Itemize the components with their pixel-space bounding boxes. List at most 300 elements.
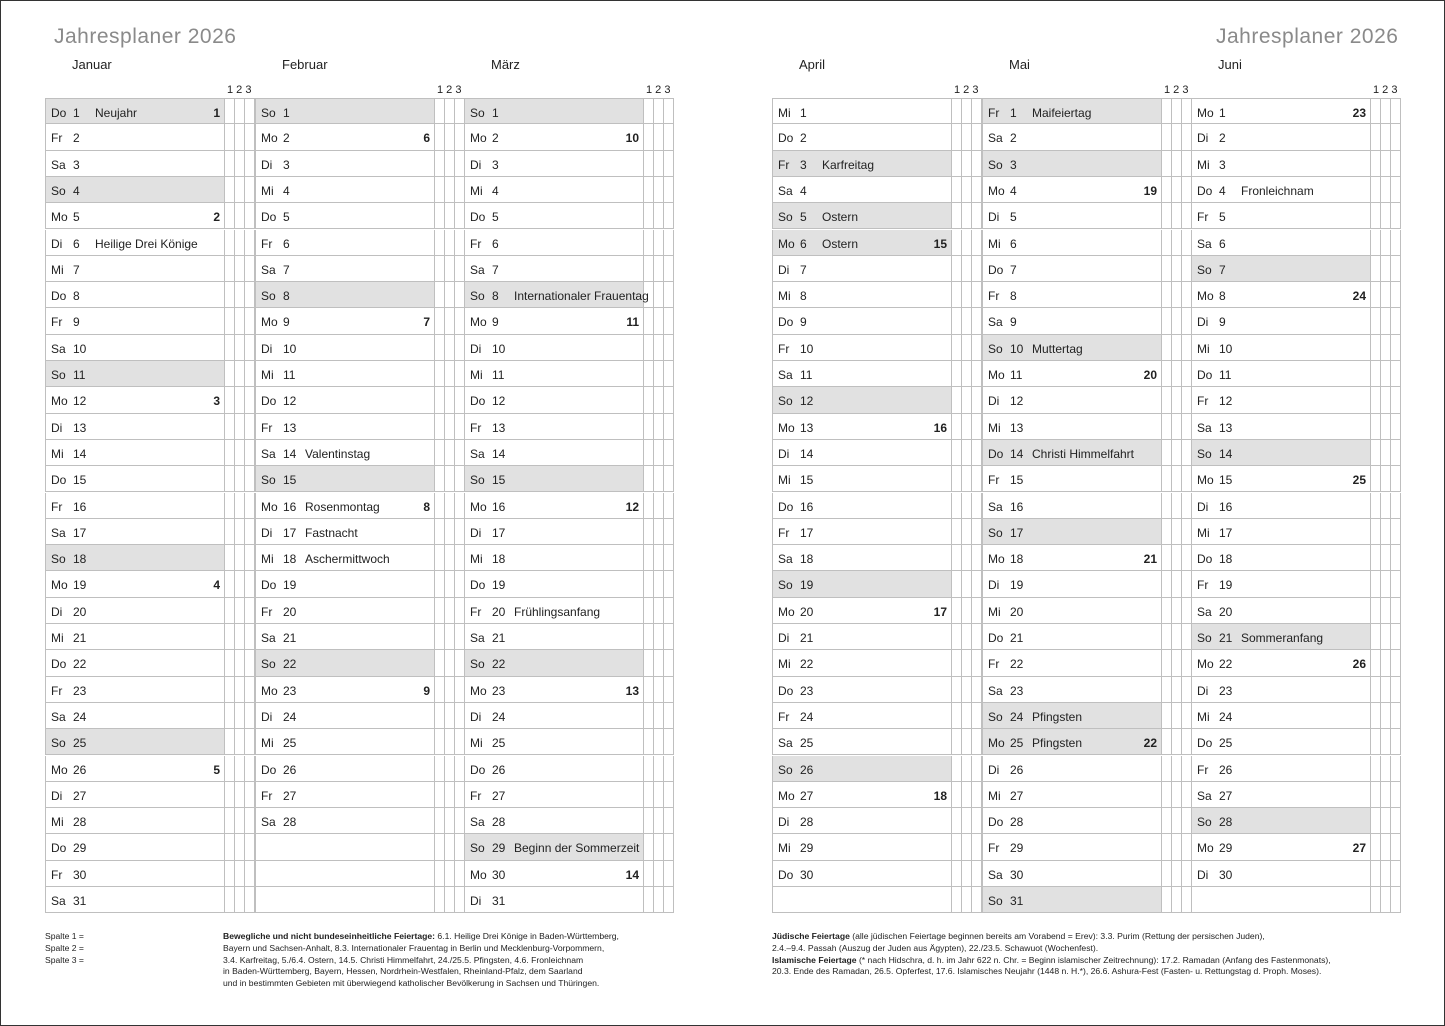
spalte-2-cell[interactable] [1172, 729, 1182, 755]
spalte-1-cell[interactable] [952, 98, 962, 124]
spalte-1-cell[interactable] [952, 440, 962, 466]
spalte-2-cell[interactable] [962, 177, 972, 203]
spalte-1-cell[interactable] [435, 361, 445, 387]
spalte-2-cell[interactable] [1172, 493, 1182, 519]
spalte-2-cell[interactable] [235, 414, 245, 440]
spalte-2-cell[interactable] [962, 466, 972, 492]
spalte-1-cell[interactable] [435, 703, 445, 729]
spalte-1-cell[interactable] [1371, 387, 1381, 413]
spalte-2-cell[interactable] [235, 545, 245, 571]
day-cell[interactable] [464, 756, 644, 782]
spalte-2-cell[interactable] [962, 677, 972, 703]
day-cell[interactable] [1191, 782, 1371, 808]
day-cell[interactable] [982, 493, 1162, 519]
day-cell[interactable] [1191, 361, 1371, 387]
spalte-1-cell[interactable] [435, 151, 445, 177]
spalte-2-cell[interactable] [445, 782, 455, 808]
spalte-3-cell[interactable] [664, 308, 674, 334]
spalte-3-cell[interactable] [972, 808, 982, 834]
day-cell[interactable] [255, 703, 435, 729]
spalte-1-cell[interactable] [225, 756, 235, 782]
spalte-2-cell[interactable] [962, 335, 972, 361]
spalte-1-cell[interactable] [225, 414, 235, 440]
spalte-2-cell[interactable] [654, 414, 664, 440]
spalte-1-cell[interactable] [1162, 177, 1172, 203]
day-cell[interactable] [982, 124, 1162, 150]
spalte-1-cell[interactable] [644, 256, 654, 282]
spalte-3-cell[interactable] [664, 387, 674, 413]
spalte-1-cell[interactable] [435, 282, 445, 308]
day-cell[interactable] [255, 308, 435, 334]
spalte-1-cell[interactable] [1162, 230, 1172, 256]
spalte-2-cell[interactable] [445, 650, 455, 676]
spalte-1-cell[interactable] [644, 387, 654, 413]
spalte-1-cell[interactable] [952, 124, 962, 150]
spalte-3-cell[interactable] [245, 650, 255, 676]
spalte-3-cell[interactable] [245, 308, 255, 334]
day-cell[interactable] [464, 440, 644, 466]
day-cell[interactable] [464, 703, 644, 729]
spalte-2-cell[interactable] [445, 466, 455, 492]
day-cell[interactable] [982, 729, 1162, 755]
spalte-1-cell[interactable] [644, 361, 654, 387]
spalte-1-cell[interactable] [644, 834, 654, 860]
spalte-1-cell[interactable] [1162, 598, 1172, 624]
spalte-3-cell[interactable] [972, 308, 982, 334]
spalte-2-cell[interactable] [235, 308, 245, 334]
day-cell[interactable] [982, 256, 1162, 282]
spalte-3-cell[interactable] [972, 335, 982, 361]
day-cell[interactable] [45, 861, 225, 887]
day-cell[interactable] [255, 230, 435, 256]
spalte-3-cell[interactable] [245, 361, 255, 387]
day-cell[interactable] [45, 98, 225, 124]
spalte-1-cell[interactable] [644, 335, 654, 361]
day-cell[interactable] [255, 361, 435, 387]
day-cell[interactable] [1191, 177, 1371, 203]
spalte-1-cell[interactable] [1371, 650, 1381, 676]
spalte-2-cell[interactable] [654, 598, 664, 624]
spalte-3-cell[interactable] [1391, 414, 1401, 440]
spalte-2-cell[interactable] [1172, 650, 1182, 676]
spalte-3-cell[interactable] [664, 98, 674, 124]
spalte-1-cell[interactable] [435, 98, 445, 124]
spalte-2-cell[interactable] [1381, 834, 1391, 860]
spalte-2-cell[interactable] [445, 256, 455, 282]
spalte-2-cell[interactable] [235, 203, 245, 229]
spalte-1-cell[interactable] [1162, 440, 1172, 466]
spalte-2-cell[interactable] [962, 282, 972, 308]
spalte-3-cell[interactable] [664, 203, 674, 229]
spalte-1-cell[interactable] [952, 151, 962, 177]
spalte-2-cell[interactable] [1172, 834, 1182, 860]
spalte-1-cell[interactable] [225, 677, 235, 703]
spalte-1-cell[interactable] [952, 177, 962, 203]
spalte-2-cell[interactable] [1381, 519, 1391, 545]
spalte-1-cell[interactable] [952, 598, 962, 624]
spalte-3-cell[interactable] [1391, 519, 1401, 545]
spalte-1-cell[interactable] [225, 729, 235, 755]
spalte-3-cell[interactable] [972, 887, 982, 913]
day-cell[interactable] [255, 98, 435, 124]
spalte-3-cell[interactable] [664, 466, 674, 492]
day-cell[interactable] [772, 808, 952, 834]
spalte-2-cell[interactable] [1381, 414, 1391, 440]
spalte-2-cell[interactable] [445, 151, 455, 177]
spalte-2-cell[interactable] [1381, 545, 1391, 571]
spalte-3-cell[interactable] [664, 571, 674, 597]
spalte-2-cell[interactable] [445, 230, 455, 256]
spalte-2-cell[interactable] [654, 808, 664, 834]
spalte-2-cell[interactable] [1381, 98, 1391, 124]
day-cell[interactable] [1191, 808, 1371, 834]
spalte-2-cell[interactable] [1172, 151, 1182, 177]
spalte-1-cell[interactable] [1162, 703, 1172, 729]
spalte-3-cell[interactable] [972, 414, 982, 440]
spalte-1-cell[interactable] [1371, 782, 1381, 808]
day-cell[interactable] [772, 177, 952, 203]
spalte-1-cell[interactable] [435, 650, 445, 676]
spalte-2-cell[interactable] [962, 545, 972, 571]
spalte-1-cell[interactable] [644, 782, 654, 808]
spalte-2-cell[interactable] [1381, 571, 1391, 597]
day-cell[interactable] [772, 677, 952, 703]
day-cell[interactable] [45, 624, 225, 650]
spalte-2-cell[interactable] [235, 677, 245, 703]
day-cell[interactable] [255, 571, 435, 597]
day-cell[interactable] [255, 756, 435, 782]
day-cell[interactable] [45, 519, 225, 545]
spalte-2-cell[interactable] [235, 756, 245, 782]
spalte-2-cell[interactable] [235, 335, 245, 361]
spalte-3-cell[interactable] [972, 203, 982, 229]
spalte-2-cell[interactable] [1381, 677, 1391, 703]
spalte-2-cell[interactable] [235, 151, 245, 177]
spalte-2-cell[interactable] [1172, 256, 1182, 282]
day-cell[interactable] [45, 650, 225, 676]
spalte-1-cell[interactable] [952, 545, 962, 571]
spalte-1-cell[interactable] [1162, 124, 1172, 150]
spalte-1-cell[interactable] [435, 887, 445, 913]
spalte-1-cell[interactable] [644, 519, 654, 545]
day-cell[interactable] [464, 571, 644, 597]
spalte-1-cell[interactable] [435, 493, 445, 519]
day-cell[interactable] [255, 650, 435, 676]
spalte-2-cell[interactable] [445, 440, 455, 466]
spalte-1-cell[interactable] [1371, 440, 1381, 466]
spalte-1-cell[interactable] [225, 519, 235, 545]
spalte-3-cell[interactable] [245, 545, 255, 571]
spalte-2-cell[interactable] [654, 519, 664, 545]
spalte-1-cell[interactable] [1371, 598, 1381, 624]
spalte-3-cell[interactable] [972, 834, 982, 860]
spalte-1-cell[interactable] [644, 414, 654, 440]
spalte-3-cell[interactable] [1391, 782, 1401, 808]
spalte-2-cell[interactable] [235, 650, 245, 676]
spalte-3-cell[interactable] [972, 545, 982, 571]
day-cell[interactable] [982, 545, 1162, 571]
spalte-3-cell[interactable] [972, 361, 982, 387]
spalte-2-cell[interactable] [1172, 887, 1182, 913]
spalte-2-cell[interactable] [962, 861, 972, 887]
spalte-1-cell[interactable] [225, 387, 235, 413]
spalte-2-cell[interactable] [654, 887, 664, 913]
spalte-1-cell[interactable] [225, 203, 235, 229]
day-cell[interactable] [464, 545, 644, 571]
day-cell[interactable] [464, 782, 644, 808]
spalte-2-cell[interactable] [654, 335, 664, 361]
day-cell[interactable] [1191, 335, 1371, 361]
spalte-2-cell[interactable] [235, 703, 245, 729]
spalte-3-cell[interactable] [1391, 756, 1401, 782]
day-cell[interactable] [464, 335, 644, 361]
spalte-1-cell[interactable] [1162, 834, 1172, 860]
spalte-2-cell[interactable] [654, 177, 664, 203]
spalte-2-cell[interactable] [445, 703, 455, 729]
spalte-2-cell[interactable] [1172, 808, 1182, 834]
spalte-2-cell[interactable] [445, 677, 455, 703]
spalte-3-cell[interactable] [245, 624, 255, 650]
spalte-3-cell[interactable] [245, 782, 255, 808]
spalte-2-cell[interactable] [1381, 624, 1391, 650]
spalte-2-cell[interactable] [654, 98, 664, 124]
day-cell[interactable] [464, 282, 649, 308]
spalte-1-cell[interactable] [644, 466, 654, 492]
spalte-2-cell[interactable] [445, 624, 455, 650]
spalte-3-cell[interactable] [664, 177, 674, 203]
spalte-3-cell[interactable] [1391, 124, 1401, 150]
spalte-3-cell[interactable] [245, 861, 255, 887]
day-cell[interactable] [255, 466, 435, 492]
spalte-3-cell[interactable] [1391, 466, 1401, 492]
day-cell[interactable] [45, 124, 225, 150]
spalte-2-cell[interactable] [1381, 361, 1391, 387]
spalte-1-cell[interactable] [435, 335, 445, 361]
spalte-3-cell[interactable] [1391, 624, 1401, 650]
day-cell[interactable] [464, 650, 644, 676]
spalte-2-cell[interactable] [962, 308, 972, 334]
spalte-3-cell[interactable] [1391, 387, 1401, 413]
spalte-1-cell[interactable] [952, 466, 962, 492]
day-cell[interactable] [255, 203, 435, 229]
spalte-1-cell[interactable] [225, 703, 235, 729]
spalte-1-cell[interactable] [225, 861, 235, 887]
day-cell[interactable] [45, 414, 225, 440]
day-cell[interactable] [772, 414, 952, 440]
day-cell[interactable] [772, 756, 952, 782]
spalte-2-cell[interactable] [962, 782, 972, 808]
spalte-1-cell[interactable] [644, 177, 654, 203]
spalte-3-cell[interactable] [245, 756, 255, 782]
spalte-2-cell[interactable] [654, 834, 664, 860]
spalte-2-cell[interactable] [962, 414, 972, 440]
spalte-1-cell[interactable] [952, 308, 962, 334]
spalte-1-cell[interactable] [1162, 571, 1172, 597]
spalte-2-cell[interactable] [1172, 177, 1182, 203]
spalte-2-cell[interactable] [235, 177, 245, 203]
spalte-3-cell[interactable] [972, 598, 982, 624]
spalte-1-cell[interactable] [435, 598, 445, 624]
spalte-2-cell[interactable] [1172, 124, 1182, 150]
spalte-2-cell[interactable] [235, 808, 245, 834]
day-cell[interactable] [982, 808, 1162, 834]
spalte-1-cell[interactable] [225, 466, 235, 492]
spalte-1-cell[interactable] [435, 624, 445, 650]
day-cell[interactable] [255, 624, 435, 650]
spalte-1-cell[interactable] [1371, 703, 1381, 729]
spalte-1-cell[interactable] [225, 177, 235, 203]
spalte-3-cell[interactable] [245, 203, 255, 229]
day-cell[interactable] [464, 808, 644, 834]
spalte-1-cell[interactable] [1371, 624, 1381, 650]
spalte-3-cell[interactable] [1391, 861, 1401, 887]
spalte-2-cell[interactable] [235, 493, 245, 519]
day-cell[interactable] [982, 203, 1162, 229]
spalte-1-cell[interactable] [1371, 887, 1381, 913]
day-cell[interactable] [772, 545, 952, 571]
spalte-1-cell[interactable] [644, 887, 654, 913]
spalte-3-cell[interactable] [664, 729, 674, 755]
day-cell[interactable] [255, 677, 435, 703]
day-cell[interactable] [45, 729, 225, 755]
spalte-1-cell[interactable] [225, 782, 235, 808]
spalte-1-cell[interactable] [435, 387, 445, 413]
spalte-1-cell[interactable] [1371, 282, 1381, 308]
spalte-1-cell[interactable] [1162, 677, 1172, 703]
spalte-2-cell[interactable] [1172, 677, 1182, 703]
spalte-1-cell[interactable] [1162, 808, 1172, 834]
spalte-2-cell[interactable] [1381, 756, 1391, 782]
day-cell[interactable] [1191, 151, 1371, 177]
spalte-2-cell[interactable] [654, 493, 664, 519]
spalte-1-cell[interactable] [952, 834, 962, 860]
day-cell[interactable] [982, 598, 1162, 624]
day-cell[interactable] [772, 361, 952, 387]
day-cell[interactable] [45, 545, 225, 571]
spalte-1-cell[interactable] [225, 808, 235, 834]
spalte-2-cell[interactable] [962, 256, 972, 282]
spalte-3-cell[interactable] [1391, 677, 1401, 703]
day-cell[interactable] [255, 151, 435, 177]
spalte-2-cell[interactable] [654, 729, 664, 755]
spalte-2-cell[interactable] [1172, 230, 1182, 256]
day-cell[interactable] [982, 151, 1162, 177]
spalte-2-cell[interactable] [1172, 756, 1182, 782]
day-cell[interactable] [45, 308, 225, 334]
spalte-3-cell[interactable] [972, 729, 982, 755]
day-cell[interactable] [255, 808, 435, 834]
spalte-1-cell[interactable] [225, 493, 235, 519]
spalte-1-cell[interactable] [1162, 414, 1172, 440]
day-cell[interactable] [982, 282, 1162, 308]
spalte-1-cell[interactable] [1162, 493, 1172, 519]
spalte-3-cell[interactable] [972, 493, 982, 519]
spalte-2-cell[interactable] [235, 230, 245, 256]
spalte-1-cell[interactable] [952, 703, 962, 729]
day-cell[interactable] [982, 177, 1162, 203]
day-cell[interactable] [772, 493, 952, 519]
spalte-1-cell[interactable] [952, 493, 962, 519]
day-cell[interactable] [772, 598, 952, 624]
spalte-2-cell[interactable] [962, 650, 972, 676]
spalte-1-cell[interactable] [1371, 677, 1381, 703]
day-cell[interactable] [464, 256, 644, 282]
day-cell[interactable] [1191, 571, 1371, 597]
spalte-1-cell[interactable] [644, 493, 654, 519]
spalte-2-cell[interactable] [1172, 282, 1182, 308]
spalte-3-cell[interactable] [664, 861, 674, 887]
spalte-3-cell[interactable] [972, 571, 982, 597]
spalte-2-cell[interactable] [1381, 151, 1391, 177]
spalte-2-cell[interactable] [962, 729, 972, 755]
day-cell[interactable] [982, 466, 1162, 492]
day-cell[interactable] [464, 861, 644, 887]
spalte-1-cell[interactable] [644, 230, 654, 256]
spalte-2-cell[interactable] [962, 887, 972, 913]
spalte-2-cell[interactable] [962, 519, 972, 545]
day-cell[interactable] [255, 124, 435, 150]
day-cell[interactable] [464, 677, 644, 703]
spalte-3-cell[interactable] [1391, 598, 1401, 624]
day-cell[interactable] [982, 414, 1162, 440]
day-cell[interactable] [45, 151, 225, 177]
spalte-2-cell[interactable] [445, 282, 455, 308]
spalte-2-cell[interactable] [654, 677, 664, 703]
day-cell[interactable] [982, 782, 1162, 808]
day-cell[interactable] [1191, 98, 1371, 124]
spalte-3-cell[interactable] [1391, 203, 1401, 229]
day-cell[interactable] [1191, 230, 1371, 256]
spalte-2-cell[interactable] [962, 624, 972, 650]
spalte-2-cell[interactable] [962, 756, 972, 782]
spalte-2-cell[interactable] [235, 729, 245, 755]
day-cell[interactable] [772, 282, 952, 308]
spalte-2-cell[interactable] [1381, 124, 1391, 150]
spalte-3-cell[interactable] [1391, 361, 1401, 387]
spalte-2-cell[interactable] [445, 361, 455, 387]
day-cell[interactable] [772, 440, 952, 466]
spalte-1-cell[interactable] [644, 151, 654, 177]
day-cell[interactable] [45, 256, 225, 282]
spalte-2-cell[interactable] [235, 834, 245, 860]
spalte-2-cell[interactable] [235, 571, 245, 597]
spalte-3-cell[interactable] [972, 282, 982, 308]
spalte-3-cell[interactable] [245, 598, 255, 624]
spalte-1-cell[interactable] [644, 545, 654, 571]
spalte-2-cell[interactable] [654, 151, 664, 177]
spalte-3-cell[interactable] [1391, 571, 1401, 597]
day-cell[interactable] [45, 756, 225, 782]
spalte-1-cell[interactable] [435, 203, 445, 229]
spalte-2-cell[interactable] [1381, 203, 1391, 229]
spalte-2-cell[interactable] [445, 756, 455, 782]
spalte-1-cell[interactable] [952, 203, 962, 229]
spalte-1-cell[interactable] [435, 308, 445, 334]
day-cell[interactable] [1191, 703, 1371, 729]
spalte-1-cell[interactable] [952, 624, 962, 650]
spalte-3-cell[interactable] [664, 282, 674, 308]
day-cell[interactable] [1191, 387, 1371, 413]
spalte-2-cell[interactable] [445, 308, 455, 334]
day-cell[interactable] [464, 98, 644, 124]
spalte-2-cell[interactable] [654, 440, 664, 466]
spalte-2-cell[interactable] [962, 440, 972, 466]
spalte-1-cell[interactable] [225, 335, 235, 361]
spalte-1-cell[interactable] [644, 650, 654, 676]
spalte-2-cell[interactable] [1172, 203, 1182, 229]
spalte-3-cell[interactable] [1391, 282, 1401, 308]
day-cell[interactable] [982, 571, 1162, 597]
